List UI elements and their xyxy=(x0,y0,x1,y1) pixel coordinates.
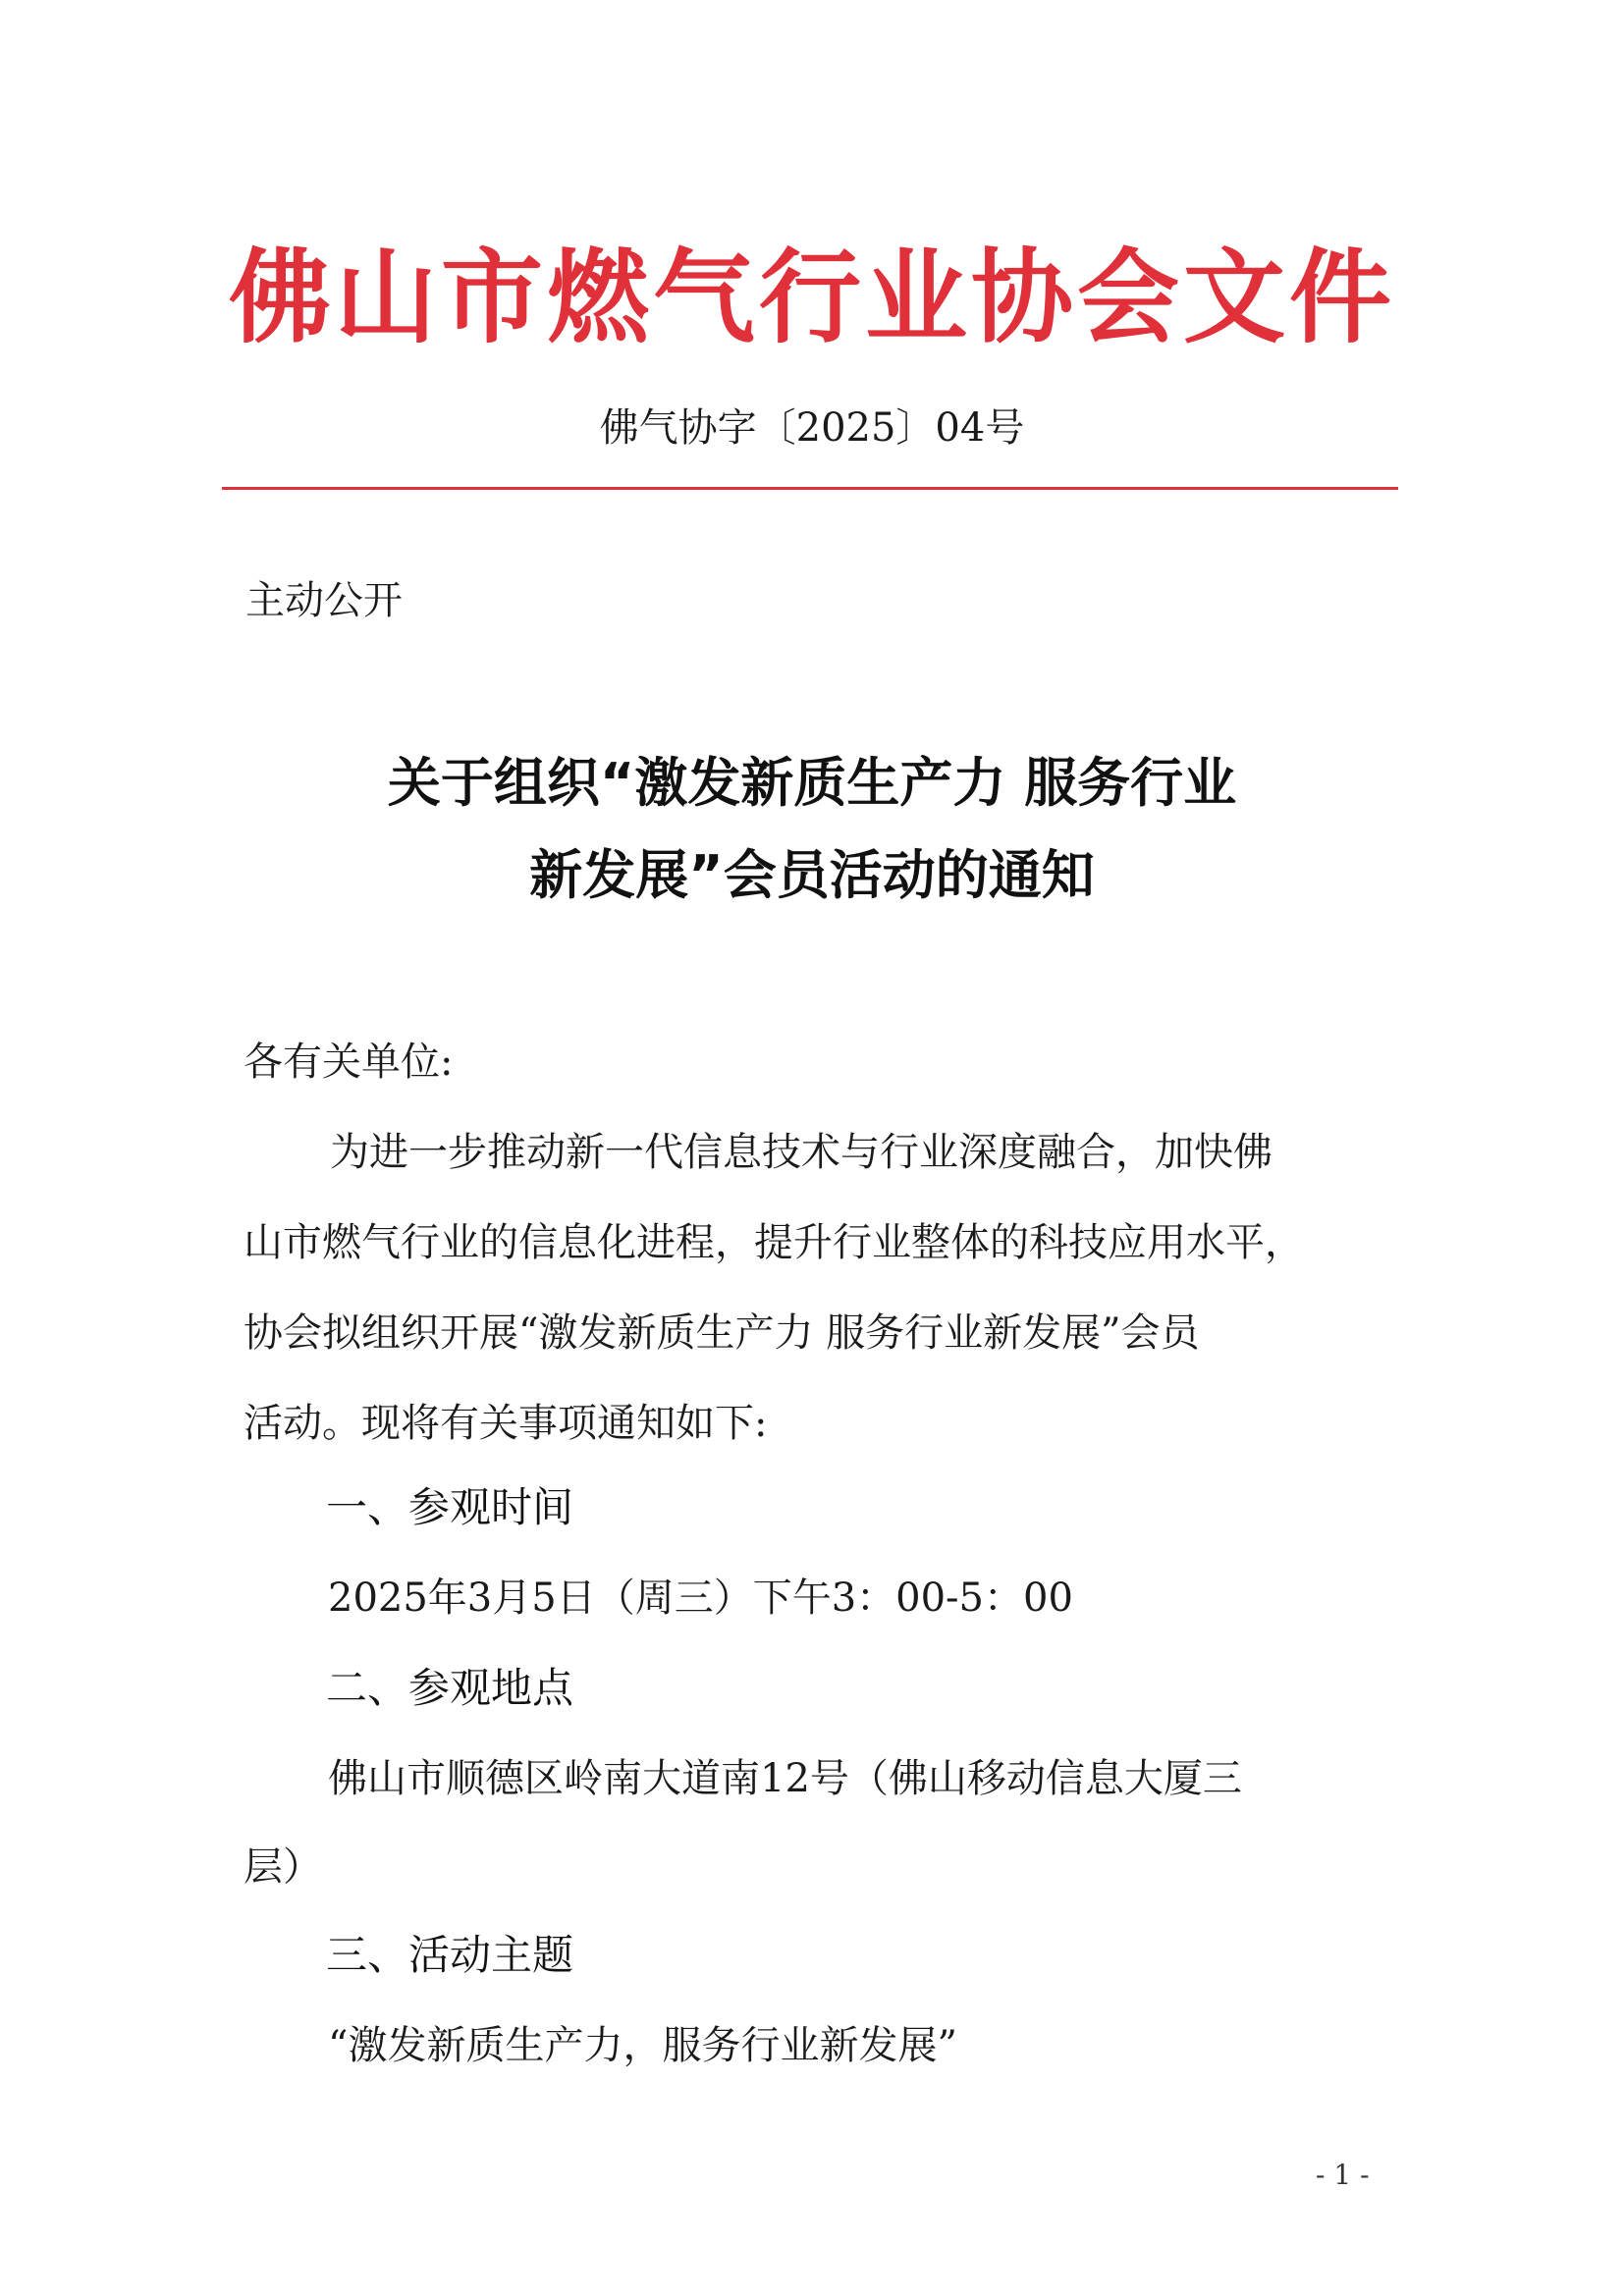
intro-line: 山市燃气行业的信息化进程，提升行业整体的科技应用水平， xyxy=(244,1220,1304,1265)
notice-title-line-1: 关于组织“激发新质生产力 服务行业 xyxy=(387,752,1237,814)
intro-line: 协会拟组织开展“激发新质生产力 服务行业新发展”会员 xyxy=(244,1310,1200,1356)
section-location-text: 佛山市顺德区岭南大道南12号（佛山移动信息大厦三 xyxy=(328,1756,1242,1801)
section-heading-time: 一、参观时间 xyxy=(326,1483,574,1531)
section-time-text: 2025年3月5日（周三）下午3：00-5：00 xyxy=(328,1575,1073,1621)
org-masthead-title: 佛山市燃气行业协会文件 xyxy=(228,237,1395,357)
section-location-text: 层） xyxy=(244,1844,322,1890)
intro-line: 为进一步推动新一代信息技术与行业深度融合，加快佛 xyxy=(330,1130,1272,1175)
intro-line: 活动。现将有关事项通知如下: xyxy=(244,1401,768,1446)
page-number: - 1 - xyxy=(1316,2159,1370,2191)
notice-title-line-2: 新发展”会员活动的通知 xyxy=(529,844,1095,906)
section-heading-location: 二、参观地点 xyxy=(326,1664,574,1712)
section-heading-theme: 三、活动主题 xyxy=(326,1931,574,1979)
header-divider xyxy=(222,487,1398,490)
section-theme-text: “激发新质生产力，服务行业新发展” xyxy=(328,2023,957,2068)
salutation: 各有关单位: xyxy=(244,1040,454,1085)
disclosure-label: 主动公开 xyxy=(245,578,403,623)
document-number: 佛气协字〔2025〕04号 xyxy=(599,405,1025,451)
